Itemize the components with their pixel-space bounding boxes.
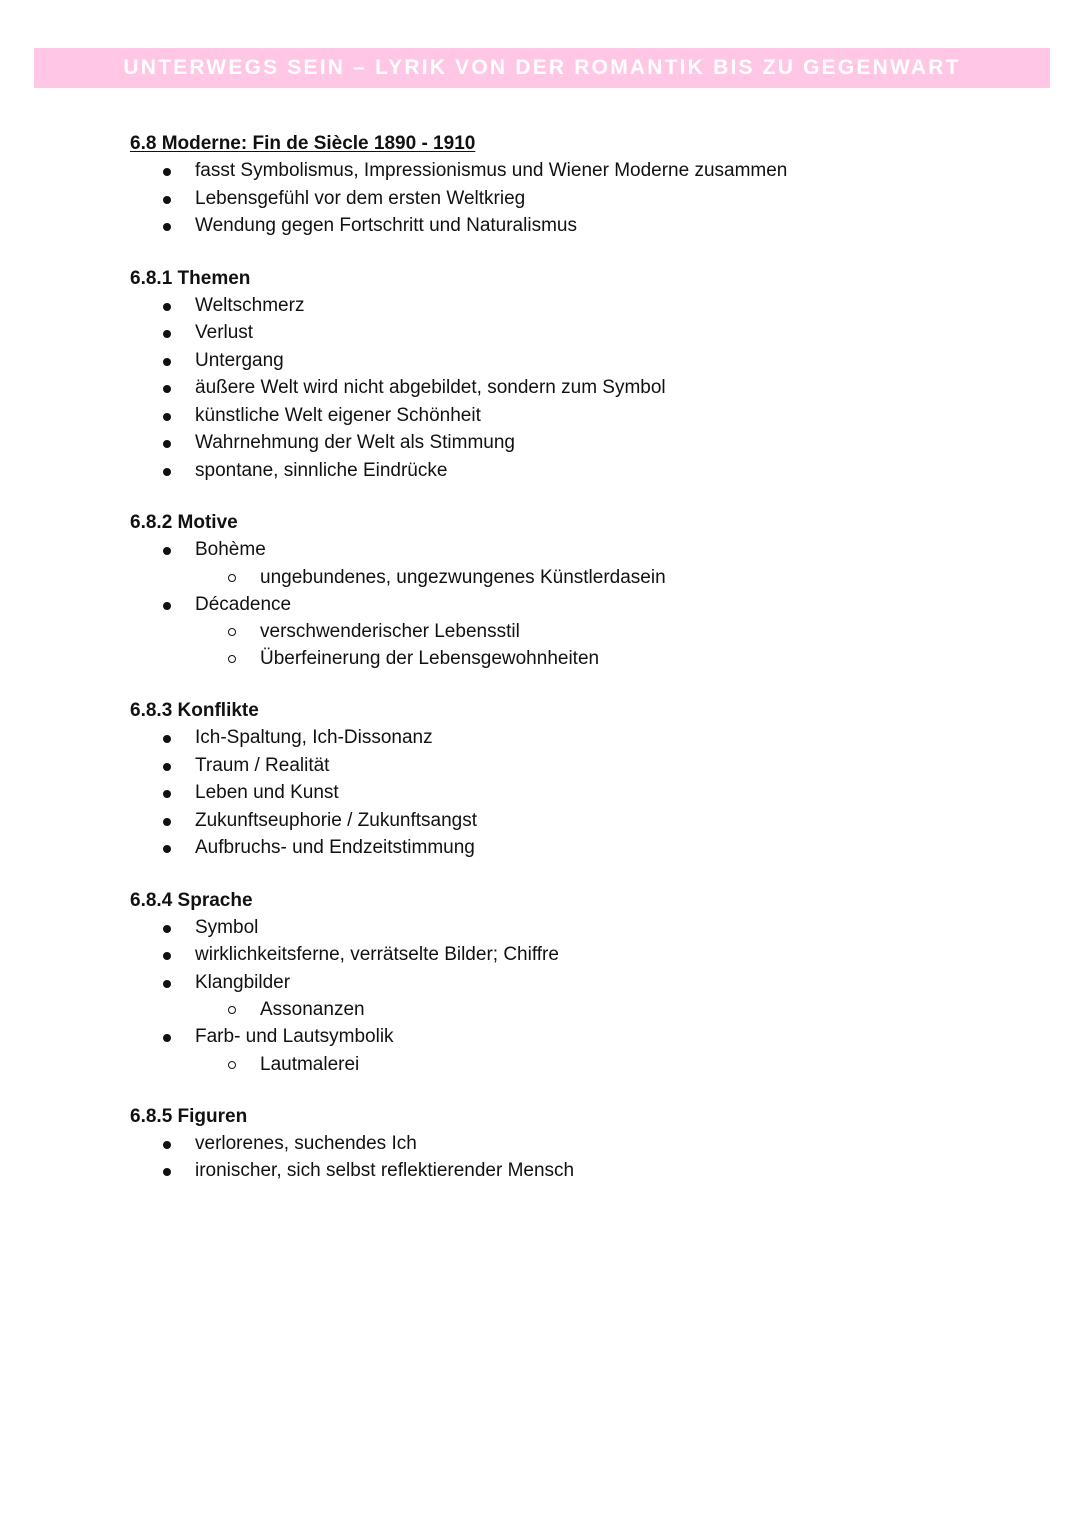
list-item xyxy=(130,779,1010,807)
section xyxy=(130,698,1010,862)
list-item xyxy=(130,185,1010,213)
section-heading: 6.8.2 Motive xyxy=(130,512,238,533)
bullet-icon xyxy=(163,385,171,393)
bullet-list xyxy=(130,157,1010,240)
sub-list-item xyxy=(130,1051,1010,1078)
bullet-icon xyxy=(163,1141,171,1149)
sub-list-item xyxy=(130,996,1010,1023)
list-item xyxy=(130,429,1010,457)
list-item-text: Farb- und Lautsymbolik xyxy=(195,1026,394,1047)
header-banner xyxy=(34,48,1050,88)
sub-list xyxy=(130,564,1010,591)
list-item-text: Aufbruchs- und Endzeitstimmung xyxy=(195,837,475,858)
list-item xyxy=(130,807,1010,835)
sub-list-item-text: Assonanzen xyxy=(260,999,365,1020)
section-heading: 6.8.5 Figuren xyxy=(130,1105,248,1127)
circle-bullet-icon xyxy=(228,655,236,663)
sub-list-item xyxy=(130,645,1010,672)
bullet-icon xyxy=(163,1034,171,1042)
document-body xyxy=(130,131,1010,1211)
circle-bullet-icon xyxy=(228,1006,236,1014)
section xyxy=(130,1104,1010,1185)
bullet-icon xyxy=(163,468,171,476)
bullet-icon xyxy=(163,818,171,826)
list-item xyxy=(130,969,1010,997)
list-item xyxy=(130,402,1010,430)
list-item-text: äußere Welt wird nicht abgebildet, sondern zum Symbol xyxy=(195,377,666,398)
list-item-text: Verlust xyxy=(195,322,254,343)
bullet-icon xyxy=(163,845,171,853)
bullet-icon xyxy=(163,735,171,743)
bullet-icon xyxy=(163,303,171,311)
list-item-text: Leben und Kunst xyxy=(195,782,339,803)
sub-list-item xyxy=(130,564,1010,591)
list-item-text: Weltschmerz xyxy=(195,294,305,316)
list-item-text: Wahrnehmung der Welt als Stimmung xyxy=(195,432,515,453)
circle-bullet-icon xyxy=(228,574,236,582)
section-heading: 6.8 Moderne: Fin de Siècle 1890 - 1910 xyxy=(130,133,476,154)
bullet-icon xyxy=(163,790,171,798)
list-item xyxy=(130,536,1010,564)
list-item xyxy=(130,752,1010,780)
bullet-list xyxy=(130,292,1010,485)
list-item-text: fasst Symbolismus, Impressionismus und Wiener Moderne zusammen xyxy=(195,160,788,181)
list-item xyxy=(130,292,1010,320)
list-item xyxy=(130,374,1010,402)
bullet-icon xyxy=(163,980,171,988)
bullet-icon xyxy=(163,440,171,448)
section xyxy=(130,888,1010,1078)
list-item xyxy=(130,724,1010,752)
bullet-icon xyxy=(163,952,171,960)
bullet-icon xyxy=(163,547,171,555)
list-item-text: verlorenes, suchendes Ich xyxy=(195,1132,417,1154)
list-item xyxy=(130,1157,1010,1185)
bullet-icon xyxy=(163,358,171,366)
sub-list-item xyxy=(130,618,1010,645)
list-item xyxy=(130,914,1010,942)
bullet-list xyxy=(130,536,1010,672)
sub-list-item-text: verschwenderischer Lebensstil xyxy=(260,621,520,642)
list-item-text: spontane, sinnliche Eindrücke xyxy=(195,459,448,481)
list-item-text: Lebensgefühl vor dem ersten Weltkrieg xyxy=(195,187,526,209)
bullet-icon xyxy=(163,413,171,421)
bullet-icon xyxy=(163,763,171,771)
list-item-text: ironischer, sich selbst reflektierender Mensch xyxy=(195,1160,575,1181)
bullet-icon xyxy=(163,196,171,204)
list-item-text: Zukunftseuphorie / Zukunftsangst xyxy=(195,809,477,831)
bullet-list xyxy=(130,1130,1010,1185)
list-item xyxy=(130,212,1010,240)
list-item-text: Wendung gegen Fortschritt und Naturalismus xyxy=(195,215,577,236)
list-item xyxy=(130,591,1010,619)
document-title: UNTERWEGS SEIN – LYRIK VON DER ROMANTIK BIS ZU GEGENWART xyxy=(123,56,961,79)
sub-list-item-text: ungebundenes, ungezwungenes Künstlerdasein xyxy=(260,566,666,588)
bullet-icon xyxy=(163,1168,171,1176)
sub-list xyxy=(130,996,1010,1023)
bullet-icon xyxy=(163,602,171,610)
section xyxy=(130,266,1010,485)
circle-bullet-icon xyxy=(228,628,236,636)
list-item-text: Bohème xyxy=(195,539,266,560)
bullet-icon xyxy=(163,330,171,338)
sub-list-item-text: Überfeinerung der Lebensgewohnheiten xyxy=(260,648,600,669)
section xyxy=(130,131,1010,240)
list-item xyxy=(130,319,1010,347)
bullet-list xyxy=(130,914,1010,1078)
list-item xyxy=(130,941,1010,969)
bullet-icon xyxy=(163,925,171,933)
section-heading: 6.8.1 Themen xyxy=(130,267,251,289)
sub-list xyxy=(130,1051,1010,1078)
list-item xyxy=(130,157,1010,185)
list-item-text: Ich-Spaltung, Ich-Dissonanz xyxy=(195,727,433,748)
list-item-text: Untergang xyxy=(195,349,284,371)
section-heading: 6.8.3 Konflikte xyxy=(130,700,259,721)
list-item-text: Klangbilder xyxy=(195,971,291,993)
bullet-icon xyxy=(163,223,171,231)
section-heading: 6.8.4 Sprache xyxy=(130,889,253,911)
list-item-text: Décadence xyxy=(195,593,292,615)
circle-bullet-icon xyxy=(228,1061,236,1069)
list-item xyxy=(130,347,1010,375)
bullet-list xyxy=(130,724,1010,862)
list-item xyxy=(130,834,1010,862)
list-item-text: künstliche Welt eigener Schönheit xyxy=(195,404,481,426)
list-item xyxy=(130,457,1010,485)
list-item-text: wirklichkeitsferne, verrätselte Bilder; Chiffre xyxy=(195,944,559,965)
list-item-text: Symbol xyxy=(195,916,259,938)
sub-list xyxy=(130,618,1010,672)
sub-list-item-text: Lautmalerei xyxy=(260,1053,360,1075)
list-item-text: Traum / Realität xyxy=(195,754,330,776)
list-item xyxy=(130,1130,1010,1158)
bullet-icon xyxy=(163,168,171,176)
section xyxy=(130,510,1010,672)
list-item xyxy=(130,1023,1010,1051)
